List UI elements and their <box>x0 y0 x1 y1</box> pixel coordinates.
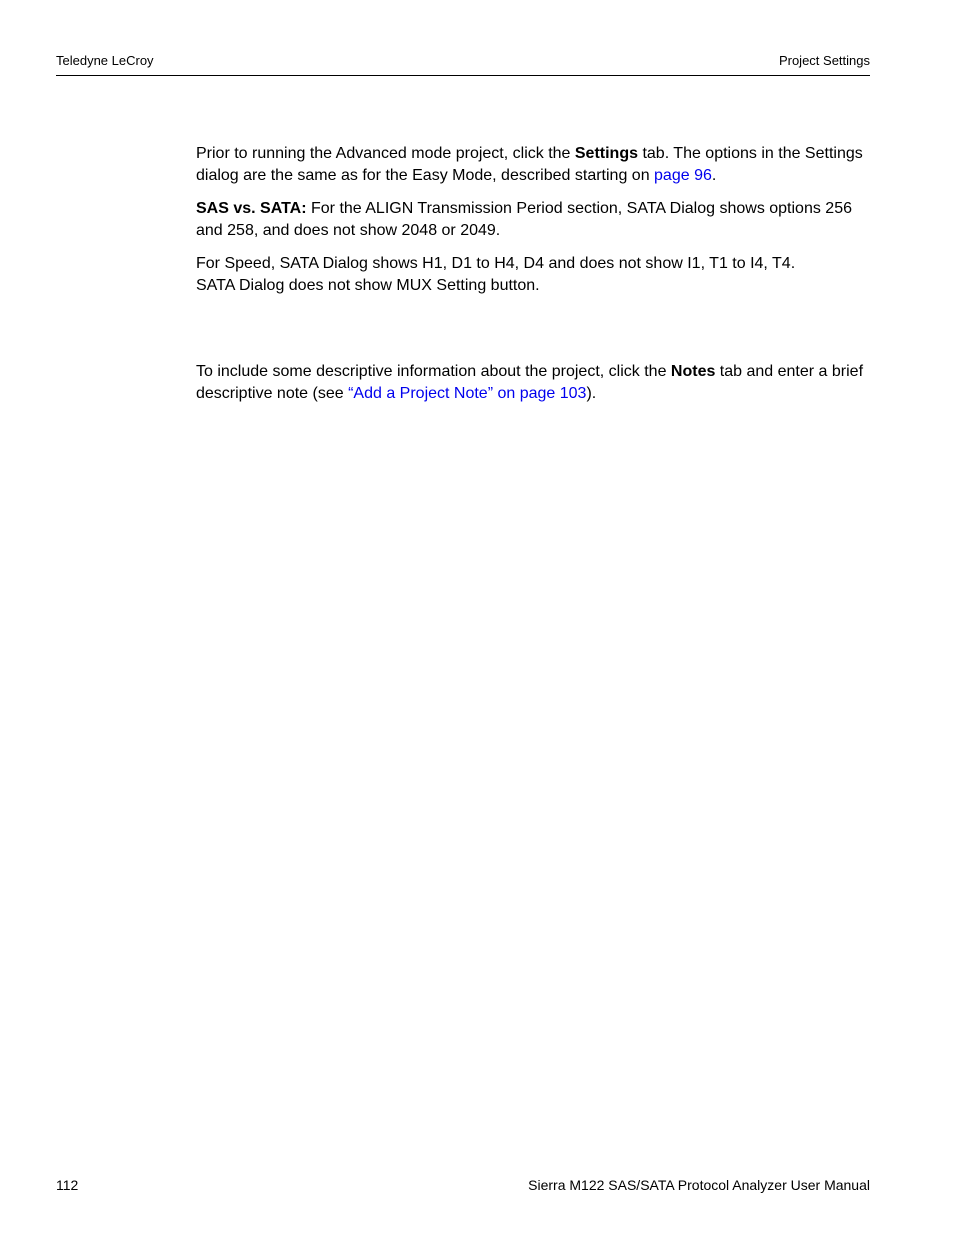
text-span: For the ALIGN Transmission Period section, SATA Dialog shows options 256 and 258, and does not show 2048 or 2049. <box>196 200 852 239</box>
text-span: ). <box>586 385 597 402</box>
bold-notes: Notes <box>670 363 716 380</box>
page-content <box>196 143 870 405</box>
text-span: tab. The options in the Settings dialog are the same as for the Easy Mode, described starting on <box>196 145 863 184</box>
page-header <box>56 53 870 76</box>
header-section-title: Project Settings <box>778 53 870 68</box>
speed-line-1: For Speed, SATA Dialog shows H1, D1 to H4, D4 and does not show I1, T1 to I4, T4. <box>196 255 796 272</box>
text-span: tab and enter a brief descriptive note (see <box>196 363 864 402</box>
page-footer <box>56 1177 870 1197</box>
text-span: . <box>711 167 717 184</box>
paragraph-speed <box>196 253 870 297</box>
bold-sas-vs-sata: SAS vs. SATA: <box>196 200 307 217</box>
link-page-96[interactable]: page 96 <box>654 167 712 184</box>
text-span: Prior to running the Advanced mode project, click the <box>196 145 575 162</box>
header-company: Teledyne LeCroy <box>56 53 154 68</box>
paragraph-sas-vs-sata <box>196 198 870 242</box>
speed-line-2: SATA Dialog does not show MUX Setting button. <box>196 277 540 294</box>
link-add-project-note[interactable]: “Add a Project Note” on page 103 <box>348 385 587 402</box>
page-number: 112 <box>56 1177 79 1193</box>
manual-title: Sierra M122 SAS/SATA Protocol Analyzer User Manual <box>528 1177 870 1193</box>
paragraph-notes <box>196 361 870 405</box>
paragraph-settings <box>196 143 870 187</box>
text-span: To include some descriptive information about the project, click the <box>196 363 671 380</box>
bold-settings: Settings <box>574 145 638 162</box>
